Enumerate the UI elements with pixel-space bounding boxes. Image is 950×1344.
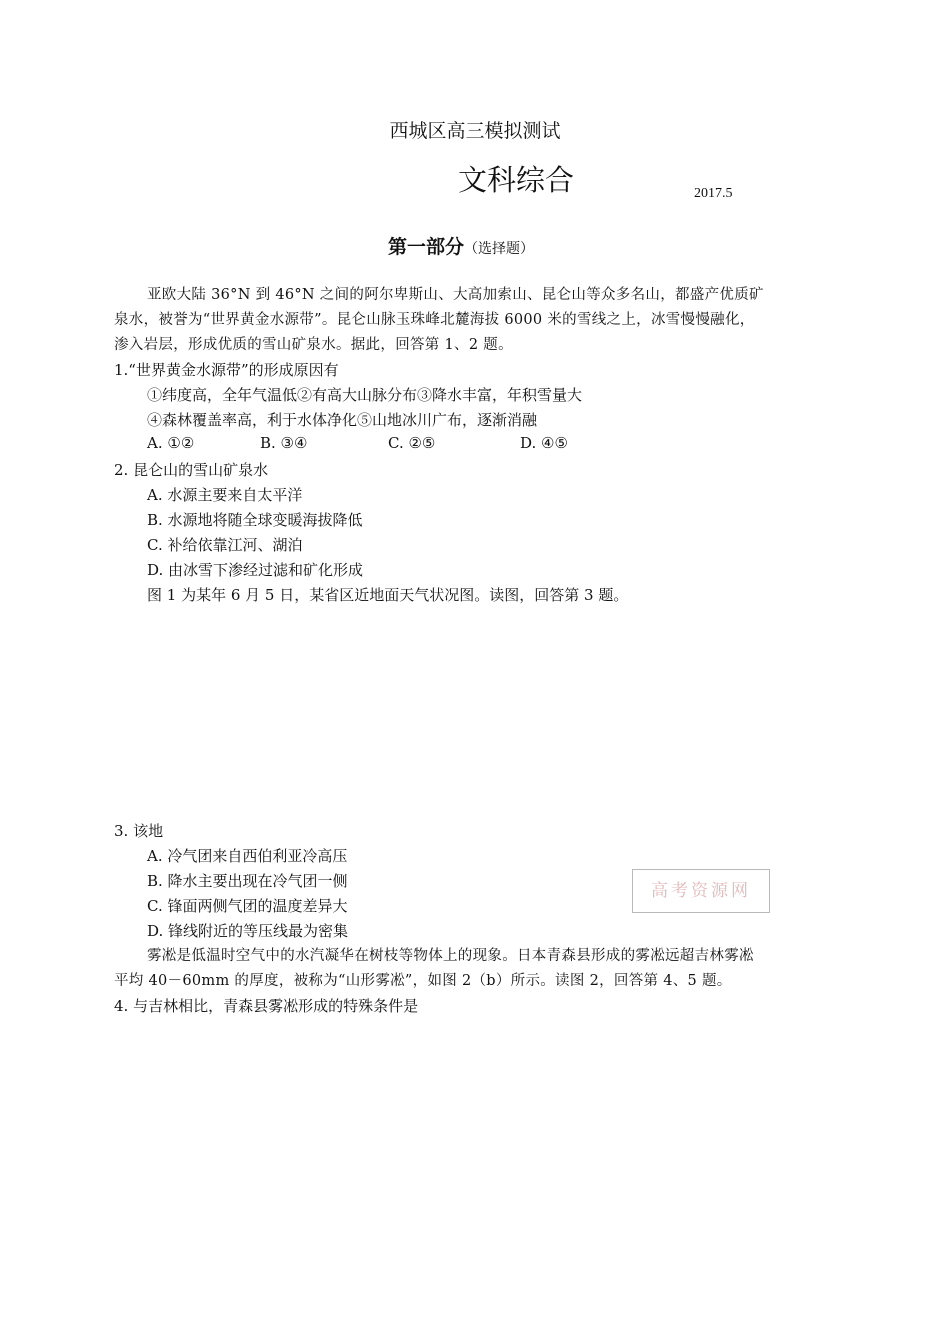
q3-stem: 3. 该地 — [114, 822, 164, 840]
watermark-stamp — [632, 869, 770, 913]
q2-option-b: B. 水源地将随全球变暖海拔降低 — [147, 511, 363, 529]
q1-item-a: ①纬度高，全年气温低②有高大山脉分布③降水丰富，年积雪量大 — [147, 386, 583, 404]
intro-paragraph-1 — [114, 283, 844, 358]
exam-date: 2017.5 — [694, 186, 733, 201]
q4-stem: 4. 与吉林相比，青森县雾凇形成的特殊条件是 — [114, 997, 419, 1015]
q1-option-a: A. ①② — [147, 434, 195, 452]
q1-stem: 1.“世界黄金水源带”的形成原因有 — [114, 361, 339, 379]
q2-option-d: D. 由冰雪下渗经过滤和矿化形成 — [147, 561, 364, 579]
intro3-line-1: 雾凇是低温时空气中的水汽凝华在树枝等物体上的现象。日本青森县形成的雾凇远超吉林雾凇 — [147, 948, 754, 964]
q1-option-b: B. ③④ — [260, 434, 308, 452]
q2-option-c: C. 补给依靠江河、湖泊 — [147, 536, 303, 554]
part-title: 第一部分 — [388, 236, 465, 258]
intro3-line-2: 平均 40－60mm 的厚度，被称为“山形雾凇”，如图 2（b）所示。读图 2，回答第 4、5 题。 — [114, 973, 732, 989]
intro1-line-1: 亚欧大陆 36°N 到 46°N 之间的阿尔卑斯山、大高加索山、昆仑山等众多名山，都盛产优质矿 — [147, 287, 764, 303]
part-heading — [388, 232, 534, 259]
intro1-line-3: 渗入岩层，形成优质的雪山矿泉水。据此，回答第 1、2 题。 — [114, 337, 513, 353]
q3-option-a: A. 冷气团来自西伯利亚冷高压 — [147, 847, 348, 865]
q3-option-c: C. 锋面两侧气团的温度差异大 — [147, 897, 348, 915]
intro1-line-2: 泉水，被誉为“世界黄金水源带”。昆仑山脉玉珠峰北麓海拔 6000 米的雪线之上，冰雪慢慢融化， — [114, 312, 755, 328]
part-note: （选择题） — [464, 241, 535, 257]
q2-stem: 2. 昆仑山的雪山矿泉水 — [114, 461, 269, 479]
q1-option-d: D. ④⑤ — [520, 434, 568, 452]
q2-option-a: A. 水源主要来自太平洋 — [147, 486, 303, 504]
figure1-intro: 图 1 为某年 6 月 5 日，某省区近地面天气状况图。读图，回答第 3 题。 — [147, 586, 629, 604]
intro-paragraph-3 — [114, 944, 844, 994]
q1-option-c: C. ②⑤ — [388, 434, 436, 452]
q1-item-b: ④森林覆盖率高，利于水体净化⑤山地冰川广布，逐渐消融 — [147, 411, 538, 429]
q3-option-b: B. 降水主要出现在冷气团一侧 — [147, 872, 348, 890]
exam-title: 西城区高三模拟测试 — [389, 120, 561, 142]
watermark-text: 高考资源网 — [651, 881, 751, 901]
q3-option-d: D. 锋线附近的等压线最为密集 — [147, 922, 349, 940]
subject-title: 文科综合 — [458, 163, 575, 197]
